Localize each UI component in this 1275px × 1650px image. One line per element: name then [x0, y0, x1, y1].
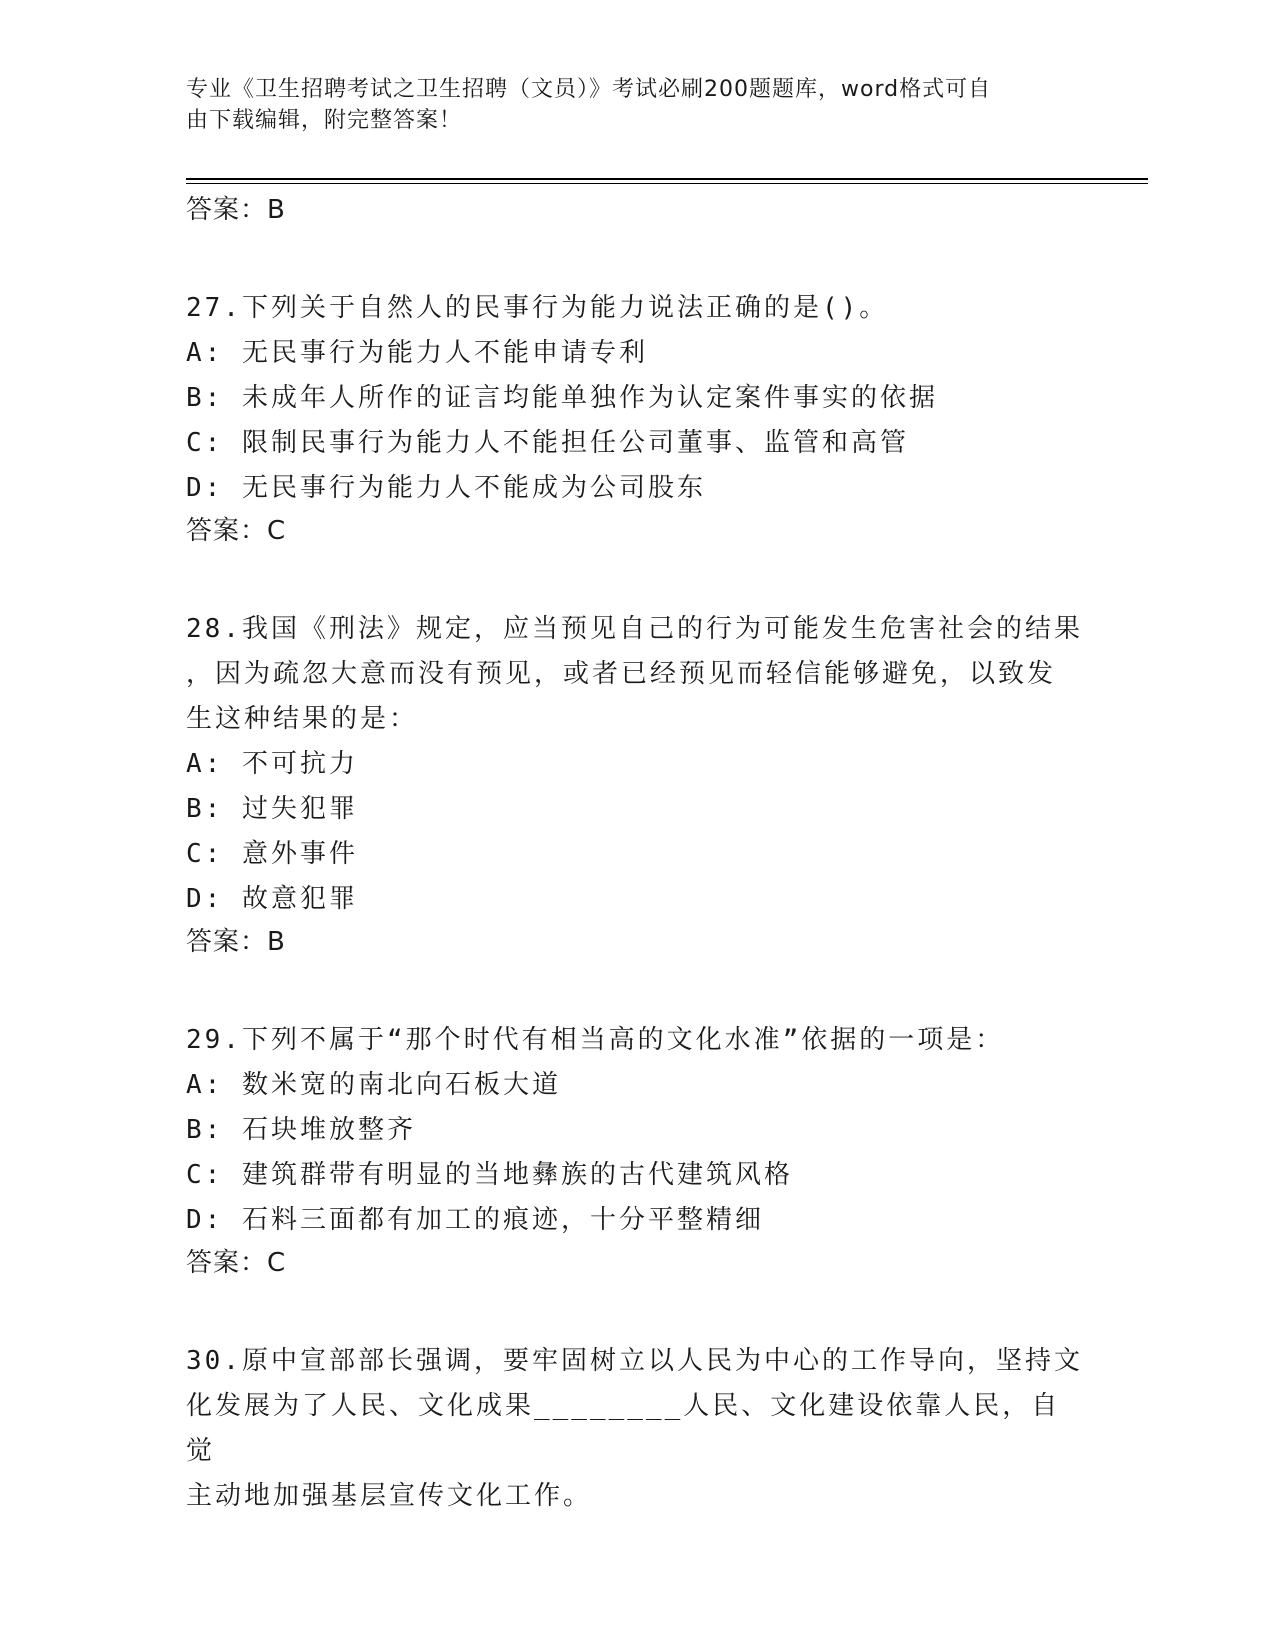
question-stem-line: 30.原中宣部部长强调，要牢固树立以人民为中心的工作导向，坚持文 [186, 1346, 1083, 1376]
option-c: C: 意外事件 [186, 839, 358, 869]
answer-27: 答案：C [186, 516, 287, 546]
question-29 [186, 1018, 1086, 1283]
option-c: C: 建筑群带有明显的当地彝族的古代建筑风格 [186, 1160, 793, 1190]
option-d: D: 石料三面都有加工的痕迹，十分平整精细 [186, 1205, 764, 1235]
question-stem: 29.下列不属于“那个时代有相当高的文化水准”依据的一项是： [186, 1025, 1005, 1055]
question-stem-line: 28.我国《刑法》规定，应当预见自己的行为可能发生危害社会的结果 [186, 614, 1083, 644]
header-rule-thin [186, 183, 1148, 184]
question-27 [186, 286, 1086, 551]
answer-29: 答案：C [186, 1248, 287, 1278]
option-a: A: 不可抗力 [186, 749, 358, 779]
question-stem: 27.下列关于自然人的民事行为能力说法正确的是()。 [186, 293, 889, 323]
header-line-1: 专业《卫生招聘考试之卫生招聘（文员）》考试必刷200题题库，word格式可自 [186, 77, 992, 102]
option-d: D: 无民事行为能力人不能成为公司股东 [186, 473, 706, 503]
question-list [186, 190, 1086, 1519]
option-b: B: 过失犯罪 [186, 794, 358, 824]
question-30 [186, 1339, 1086, 1519]
answer-28: 答案：B [186, 927, 286, 957]
option-c: C: 限制民事行为能力人不能担任公司董事、监管和高管 [186, 428, 909, 458]
option-d: D: 故意犯罪 [186, 884, 358, 914]
option-a: A: 无民事行为能力人不能申请专利 [186, 338, 648, 368]
question-stem-line: 生这种结果的是： [186, 704, 419, 734]
question-28 [186, 607, 1086, 962]
header-rule-thick [186, 178, 1148, 180]
question-stem-line: 化发展为了人民、文化成果________人民、文化建设依靠人民，自觉 [186, 1391, 1061, 1466]
header-line-2: 由下载编辑，附完整答案！ [186, 108, 463, 133]
question-stem-line: ，因为疏忽大意而没有预见，或者已经预见而轻信能够避免，以致发 [186, 659, 1057, 689]
option-b: B: 石块堆放整齐 [186, 1115, 416, 1145]
option-a: A: 数米宽的南北向石板大道 [186, 1070, 561, 1100]
option-b: B: 未成年人所作的证言均能单独作为认定案件事实的依据 [186, 383, 938, 413]
answer-26: 答案：B [186, 195, 286, 225]
page-header [186, 74, 1066, 136]
question-stem-line: 主动地加强基层宣传文化工作。 [186, 1481, 593, 1511]
